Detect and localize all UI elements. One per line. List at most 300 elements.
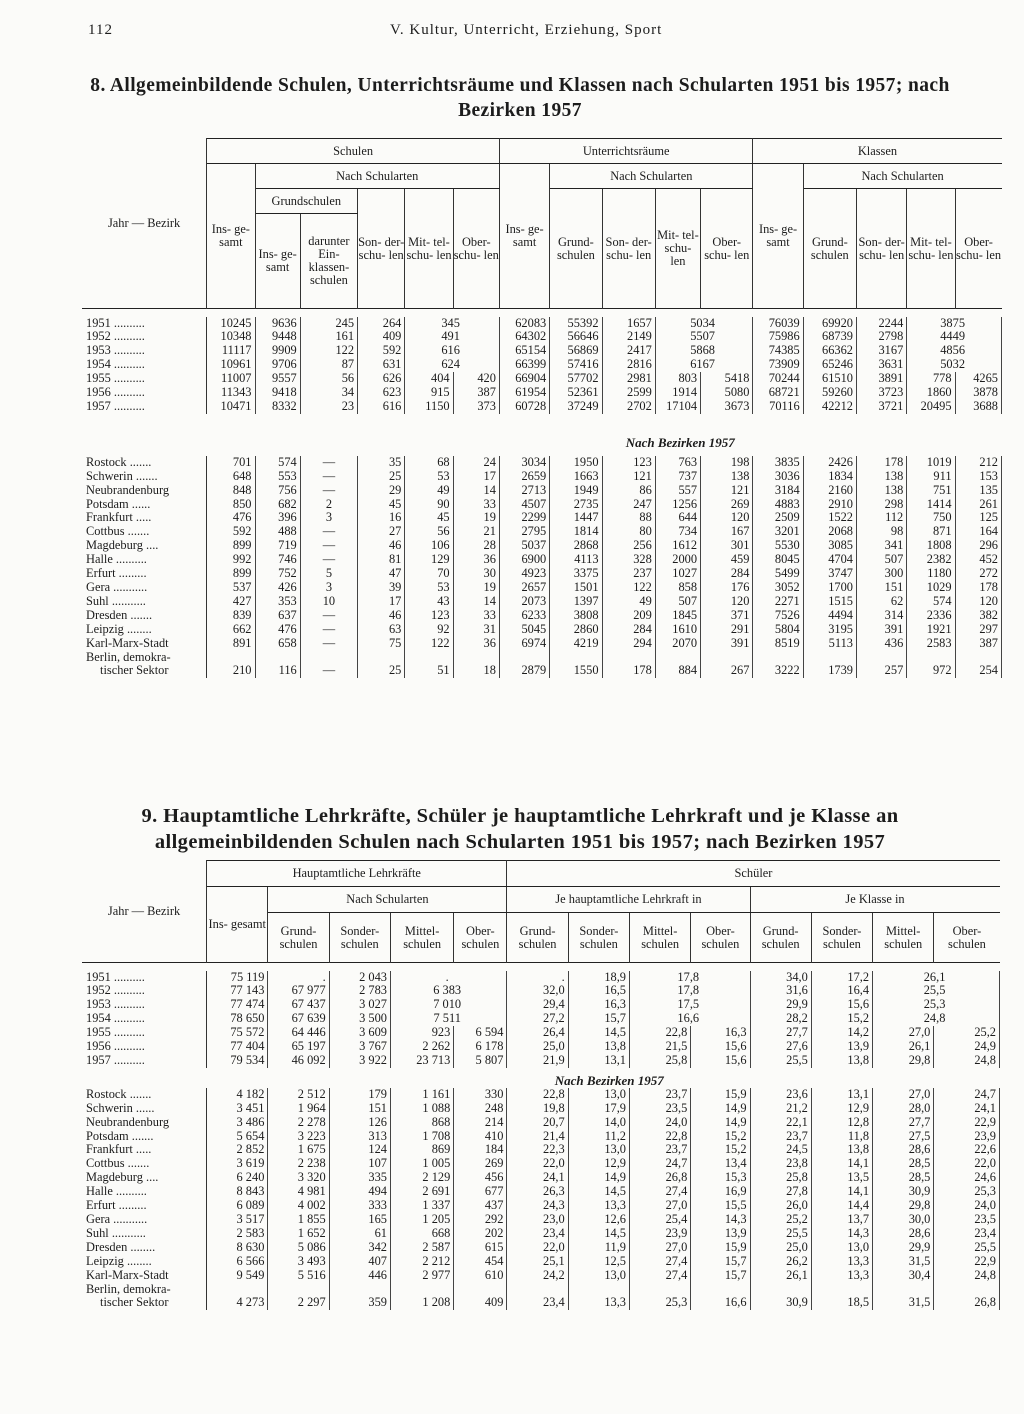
- table-cell: 29,9: [750, 998, 811, 1012]
- table-cell: 2073: [499, 595, 549, 609]
- table-cell: 701: [207, 456, 255, 470]
- t9-jeklasse: Je Klasse in: [750, 887, 999, 913]
- table-cell: 13,5: [811, 1171, 872, 1185]
- table-cell: 13,3: [568, 1283, 629, 1311]
- table-cell: 4883: [753, 498, 803, 512]
- table-cell: 77 404: [207, 1040, 268, 1054]
- table-cell: 67 639: [268, 1012, 329, 1026]
- row-label-text: Dresden ........: [86, 1239, 156, 1254]
- row-label: [82, 1116, 207, 1130]
- table-cell: 22,3: [507, 1143, 568, 1157]
- table-cell: 22,0: [934, 1157, 1000, 1171]
- table-cell: 891: [207, 637, 255, 651]
- table-cell: 1 675: [268, 1143, 329, 1157]
- table-cell: 2426: [803, 456, 856, 470]
- table-cell: 14,5: [568, 1227, 629, 1241]
- group-raeume: Unterrichtsräume: [499, 139, 752, 164]
- row-label-text: Cottbus .......: [86, 1156, 150, 1171]
- table-cell: 3721: [856, 400, 906, 414]
- table-cell: 23,6: [750, 1088, 811, 1102]
- row-label: [82, 984, 207, 998]
- table-cell: 272: [955, 567, 1001, 581]
- table-cell: 300: [856, 567, 906, 581]
- table-cell: 382: [955, 609, 1001, 623]
- table-cell: 637: [255, 609, 300, 623]
- table-row: [82, 1283, 1000, 1311]
- table-cell: 14,9: [691, 1116, 750, 1130]
- table-cell: 26,3: [507, 1185, 568, 1199]
- table-cell: 353: [255, 595, 300, 609]
- table-cell: 77 143: [207, 984, 268, 998]
- table-cell: 18,9: [568, 971, 629, 985]
- table-cell: 2 691: [390, 1185, 453, 1199]
- t9-col-mittel-2: Mittel- schulen: [630, 913, 691, 963]
- table-cell: 2 262: [390, 1040, 453, 1054]
- table-cell: 23,0: [507, 1213, 568, 1227]
- table-cell: 2070: [655, 637, 700, 651]
- table-cell: —: [300, 456, 357, 470]
- table-cell: 4923: [499, 567, 549, 581]
- table-cell: 198: [701, 456, 753, 470]
- table-cell: 27,5: [873, 1130, 934, 1144]
- table-cell: 248: [454, 1102, 507, 1116]
- row-label: [82, 456, 207, 470]
- table-cell: 138: [856, 470, 906, 484]
- table-cell: 19: [453, 511, 499, 525]
- table-row: [82, 984, 1000, 998]
- table-cell: 2382: [907, 553, 955, 567]
- table-cell: 574: [907, 595, 955, 609]
- row-label-text-2: tischer Sektor: [100, 1295, 169, 1310]
- table-cell: 21,9: [507, 1054, 568, 1068]
- table-cell: 1 088: [390, 1102, 453, 1116]
- t9-col-sonder-1: Sonder- schulen: [329, 913, 390, 963]
- table-cell: 915: [405, 386, 453, 400]
- table-cell: 1501: [550, 581, 602, 595]
- table-cell: 972: [907, 651, 955, 679]
- table-cell: 3747: [803, 567, 856, 581]
- table-cell: 17,8: [630, 984, 751, 998]
- table-cell: 164: [955, 525, 1001, 539]
- row-label: [82, 1213, 207, 1227]
- table-cell: 13,0: [811, 1241, 872, 1255]
- table-cell: 22,0: [507, 1241, 568, 1255]
- table-cell: 15,9: [691, 1088, 750, 1102]
- table-cell: 2816: [602, 358, 655, 372]
- table-cell: 291: [701, 623, 753, 637]
- table-cell: 284: [701, 567, 753, 581]
- table-cell: 24,8: [873, 1012, 1000, 1026]
- table-cell: 15,3: [691, 1171, 750, 1185]
- table-cell: 27,6: [750, 1040, 811, 1054]
- table-cell: 9 549: [207, 1269, 268, 1283]
- table-cell: 9706: [255, 358, 300, 372]
- row-label-text: Gera ...........: [86, 580, 148, 594]
- row-label: [82, 1185, 207, 1199]
- table-row: [82, 344, 1002, 358]
- table-9-title: 9. Hauptamtliche Lehrkräfte, Schüler je hauptamtliche Lehrkraft und je Klasse an allgemeinbildenden Schulen nach Schularten 1951 bis 1957; nach Bezirken 1957: [141, 805, 899, 853]
- table-cell: 668: [390, 1227, 453, 1241]
- table-cell: 13,0: [568, 1088, 629, 1102]
- table-cell: 10348: [207, 330, 255, 344]
- table-cell: 2 512: [268, 1088, 329, 1102]
- table-cell: 436: [856, 637, 906, 651]
- table-cell: 23,7: [750, 1130, 811, 1144]
- table-cell: 178: [602, 651, 655, 679]
- row-label: [82, 470, 207, 484]
- table-cell: 446: [329, 1269, 390, 1283]
- table-cell: 161: [300, 330, 357, 344]
- table-cell: 12,9: [811, 1102, 872, 1116]
- table-cell: 1949: [550, 484, 602, 498]
- table-cell: 2879: [499, 651, 549, 679]
- table-cell: 3875: [907, 317, 1002, 331]
- table-cell: 839: [207, 609, 255, 623]
- table-cell: 1 652: [268, 1227, 329, 1241]
- table-cell: 335: [329, 1171, 390, 1185]
- table-cell: 644: [655, 511, 700, 525]
- table-cell: 34: [300, 386, 357, 400]
- table-cell: 3808: [550, 609, 602, 623]
- table-cell: 15,6: [691, 1054, 750, 1068]
- table-cell: 2868: [550, 539, 602, 553]
- row-label-text: Frankfurt .....: [86, 1142, 152, 1157]
- table-cell: 5037: [499, 539, 549, 553]
- table-cell: 5418: [701, 372, 753, 386]
- table-row: [82, 581, 1002, 595]
- table-row: [82, 595, 1002, 609]
- table-cell: 68721: [753, 386, 803, 400]
- table-cell: 1019: [907, 456, 955, 470]
- table-cell: 12,6: [568, 1213, 629, 1227]
- table-cell: 254: [955, 651, 1001, 679]
- table-8-title: 8. Allgemeinbildende Schulen, Unterrichtsräume und Klassen nach Schularten 1951 bis 1957; nach Bezirken 1957: [90, 75, 950, 121]
- table-cell: 623: [358, 386, 405, 400]
- col-ober-3: Ober- schu- len: [955, 234, 1002, 262]
- table-cell: 17,5: [630, 998, 751, 1012]
- table-cell: 2 977: [390, 1269, 453, 1283]
- table-cell: 14,1: [811, 1185, 872, 1199]
- table-cell: 2981: [602, 372, 655, 386]
- row-label: [82, 511, 207, 525]
- table-cell: 23,7: [630, 1143, 691, 1157]
- table-cell: 178: [856, 456, 906, 470]
- table-cell: —: [300, 484, 357, 498]
- row-label: [82, 539, 207, 553]
- table-cell: 25,0: [750, 1241, 811, 1255]
- table-cell: 25,3: [934, 1185, 1000, 1199]
- table-cell: 75 572: [207, 1026, 268, 1040]
- table-cell: 5 654: [207, 1130, 268, 1144]
- table-cell: 22,8: [630, 1026, 691, 1040]
- table-cell: 43: [405, 595, 453, 609]
- table-cell: 3201: [753, 525, 803, 539]
- col-sonder-3: Son- der- schu- len: [856, 189, 906, 309]
- table-cell: 14,3: [811, 1227, 872, 1241]
- table-cell: 26,8: [934, 1283, 1000, 1311]
- table-cell: 1397: [550, 595, 602, 609]
- table-cell: 261: [955, 498, 1001, 512]
- row-label-text: 1953 ..........: [86, 343, 145, 358]
- table-cell: 53: [405, 581, 453, 595]
- table-cell: 13,8: [811, 1143, 872, 1157]
- table-cell: 1447: [550, 511, 602, 525]
- table-cell: 454: [454, 1255, 507, 1269]
- table-cell: 1522: [803, 511, 856, 525]
- table-cell: 30,9: [750, 1283, 811, 1311]
- table-cell: 75986: [753, 330, 803, 344]
- table-cell: 138: [856, 484, 906, 498]
- table-cell: 138: [701, 470, 753, 484]
- table-row: [82, 567, 1002, 581]
- table-8: [82, 138, 1002, 678]
- table-cell: 6974: [499, 637, 549, 651]
- table-cell: 26,8: [630, 1171, 691, 1185]
- table-cell: 26,1: [750, 1269, 811, 1283]
- table-cell: 28,5: [873, 1171, 934, 1185]
- col-ober-2: Ober- schu- len: [701, 189, 753, 309]
- table-cell: 1256: [655, 498, 700, 512]
- table-cell: 387: [453, 386, 499, 400]
- t9-group-schueler: Schüler: [507, 861, 1000, 887]
- table-cell: 14,9: [691, 1102, 750, 1116]
- table-cell: 409: [454, 1283, 507, 1311]
- table-cell: 3222: [753, 651, 803, 679]
- table-cell: 16,6: [630, 1012, 751, 1026]
- table-cell: 677: [454, 1185, 507, 1199]
- table-cell: 2160: [803, 484, 856, 498]
- table-cell: 25: [358, 470, 405, 484]
- table-cell: 52361: [550, 386, 602, 400]
- table-cell: 3 609: [329, 1026, 390, 1040]
- table-cell: 848: [207, 484, 255, 498]
- table-cell: 2 129: [390, 1171, 453, 1185]
- table-cell: 409: [358, 330, 405, 344]
- col-grund-3: Grund- schulen: [803, 189, 856, 309]
- table-cell: 1 708: [390, 1130, 453, 1144]
- table-cell: 165: [329, 1213, 390, 1227]
- table-cell: 297: [955, 623, 1001, 637]
- table-cell: 14,5: [568, 1185, 629, 1199]
- table-cell: 5032: [907, 358, 1002, 372]
- table-cell: 15,6: [691, 1040, 750, 1054]
- table-cell: 1657: [602, 317, 655, 331]
- table-cell: 75 119: [207, 971, 268, 985]
- table-cell: 121: [602, 470, 655, 484]
- table-row: [82, 484, 1002, 498]
- table-cell: —: [300, 553, 357, 567]
- table-cell: 1027: [655, 567, 700, 581]
- table-cell: 47: [358, 567, 405, 581]
- table-cell: 57702: [550, 372, 602, 386]
- table-cell: 23,4: [507, 1283, 568, 1311]
- table-cell: 491: [405, 330, 500, 344]
- table-cell: 28,2: [750, 1012, 811, 1026]
- table-cell: 120: [955, 595, 1001, 609]
- row-label: [82, 1241, 207, 1255]
- table-cell: 756: [255, 484, 300, 498]
- table-cell: 22,8: [630, 1130, 691, 1144]
- row-label-text: Leipzig ........: [86, 1253, 152, 1268]
- row-label: [82, 1199, 207, 1213]
- table-cell: 2713: [499, 484, 549, 498]
- table-cell: 212: [955, 456, 1001, 470]
- table-cell: 116: [255, 651, 300, 679]
- table-cell: 24,3: [507, 1199, 568, 1213]
- table-cell: 81: [358, 553, 405, 567]
- table-cell: 27,0: [873, 1026, 934, 1040]
- table-cell: 39: [358, 581, 405, 595]
- table-cell: 14,4: [811, 1199, 872, 1213]
- table-cell: 2336: [907, 609, 955, 623]
- row-label-text: Leipzig ........: [86, 621, 152, 636]
- table-cell: .: [390, 971, 506, 985]
- row-label: [82, 971, 207, 985]
- table-cell: 313: [329, 1130, 390, 1144]
- table-cell: 737: [655, 470, 700, 484]
- table-cell: 67 977: [268, 984, 329, 998]
- table-cell: 3: [300, 581, 357, 595]
- table-cell: 61: [329, 1227, 390, 1241]
- t9-col-mittel-1: Mittel- schulen: [390, 913, 453, 963]
- table-cell: 23,7: [630, 1088, 691, 1102]
- table-row: [82, 1213, 1000, 1227]
- table-cell: 92: [405, 623, 453, 637]
- table-cell: 16,3: [691, 1026, 750, 1040]
- table-cell: 292: [454, 1213, 507, 1227]
- table-cell: 27,0: [873, 1088, 934, 1102]
- table-cell: 65246: [803, 358, 856, 372]
- table-cell: 45: [405, 511, 453, 525]
- table-cell: 3 493: [268, 1255, 329, 1269]
- row-label: [82, 1040, 207, 1054]
- table-cell: 2 297: [268, 1283, 329, 1311]
- row-label: [82, 386, 207, 400]
- table-row: [82, 498, 1002, 512]
- table-cell: 4 981: [268, 1185, 329, 1199]
- table-cell: 35: [358, 456, 405, 470]
- row-label-text: 1951 ..........: [86, 969, 145, 984]
- table-cell: 4265: [955, 372, 1001, 386]
- table-cell: 70116: [753, 400, 803, 414]
- table-cell: 62083: [499, 317, 549, 331]
- row-label-text: Magdeburg ....: [86, 1170, 159, 1185]
- table-cell: 5507: [655, 330, 753, 344]
- table-cell: 25,3: [630, 1283, 691, 1311]
- table-cell: 2271: [753, 595, 803, 609]
- table-cell: 15,5: [691, 1199, 750, 1213]
- table-cell: 30: [453, 567, 499, 581]
- table-cell: 15,6: [811, 998, 872, 1012]
- table-cell: 8 630: [207, 1241, 268, 1255]
- table-cell: 25,8: [630, 1054, 691, 1068]
- table-cell: 3 451: [207, 1102, 268, 1116]
- table-cell: 14,0: [568, 1116, 629, 1130]
- table-cell: 14,1: [811, 1157, 872, 1171]
- col-mittel-1: Mit- tel- schu- len: [405, 189, 453, 309]
- table-cell: 23 713: [390, 1054, 453, 1068]
- table-cell: 5113: [803, 637, 856, 651]
- row-label: [82, 1012, 207, 1026]
- table-cell: 27,2: [507, 1012, 568, 1026]
- table-cell: 3 619: [207, 1157, 268, 1171]
- table-cell: 90: [405, 498, 453, 512]
- table-cell: 29: [358, 484, 405, 498]
- table-row: [82, 372, 1002, 386]
- table-cell: 31,5: [873, 1283, 934, 1311]
- table-cell: 682: [255, 498, 300, 512]
- table-cell: 56: [405, 525, 453, 539]
- table-cell: 615: [454, 1241, 507, 1255]
- table-cell: 67 437: [268, 998, 329, 1012]
- table-cell: 391: [701, 637, 753, 651]
- table-cell: 29,8: [873, 1199, 934, 1213]
- table-cell: 750: [907, 511, 955, 525]
- table-cell: 658: [255, 637, 300, 651]
- row-label-text: 1956 ..........: [86, 385, 145, 400]
- nach-schularten-1: Nach Schularten: [255, 164, 499, 189]
- table-cell: 125: [955, 511, 1001, 525]
- table-cell: 5 516: [268, 1269, 329, 1283]
- table-cell: 1808: [907, 539, 955, 553]
- table-cell: 24,8: [934, 1269, 1000, 1283]
- table-cell: 167: [701, 525, 753, 539]
- table-cell: 264: [358, 317, 405, 331]
- table-cell: 2 278: [268, 1116, 329, 1130]
- table-cell: 14,9: [568, 1171, 629, 1185]
- table-cell: 5034: [655, 317, 753, 331]
- table-cell: 21,2: [750, 1102, 811, 1116]
- table-cell: 24,7: [630, 1157, 691, 1171]
- table-cell: 23,5: [630, 1102, 691, 1116]
- table-cell: 871: [907, 525, 955, 539]
- table-cell: 25,0: [507, 1040, 568, 1054]
- table-cell: 7526: [753, 609, 803, 623]
- table-cell: 624: [405, 358, 500, 372]
- table-cell: 1 337: [390, 1199, 453, 1213]
- row-label: [82, 400, 207, 414]
- table-cell: 27,7: [873, 1116, 934, 1130]
- row-label-text: Schwerin .......: [86, 468, 158, 483]
- table-cell: 15,9: [691, 1241, 750, 1255]
- table-cell: 3036: [753, 470, 803, 484]
- table-cell: 15,2: [691, 1143, 750, 1157]
- table-cell: 15,7: [568, 1012, 629, 1026]
- table-cell: 24,0: [630, 1116, 691, 1130]
- table-cell: 22,8: [507, 1088, 568, 1102]
- table-cell: 1414: [907, 498, 955, 512]
- table-cell: 21,4: [507, 1130, 568, 1144]
- table-9-bezirke: [82, 1088, 1000, 1311]
- table-cell: 1180: [907, 567, 955, 581]
- table-cell: 23: [300, 400, 357, 414]
- row-label: [82, 1269, 207, 1283]
- grundschulen-header: Grundschulen: [255, 189, 358, 214]
- table-cell: 46: [358, 539, 405, 553]
- table-cell: 2 583: [207, 1227, 268, 1241]
- table-cell: 76039: [753, 317, 803, 331]
- table-cell: 61510: [803, 372, 856, 386]
- t9-jelehr: Je hauptamtliche Lehrkraft in: [507, 887, 750, 913]
- table-cell: 5530: [753, 539, 803, 553]
- table-cell: 3835: [753, 456, 803, 470]
- table-row: [82, 1171, 1000, 1185]
- table-cell: 16: [358, 511, 405, 525]
- row-label: [82, 1157, 207, 1171]
- group-schulen: Schulen: [207, 139, 500, 164]
- table-cell: 899: [207, 539, 255, 553]
- table-cell: 488: [255, 525, 300, 539]
